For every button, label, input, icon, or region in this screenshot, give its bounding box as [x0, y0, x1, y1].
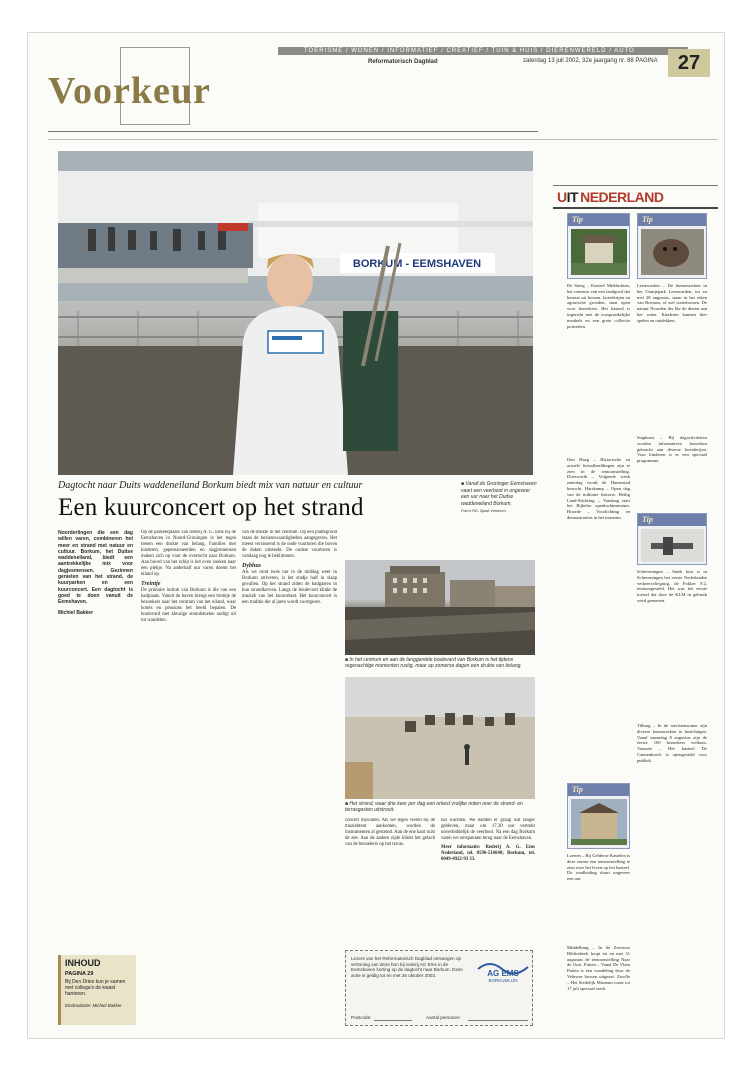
editor-credit: Eindredactie: Michiel Bakker: [65, 1003, 122, 1008]
photo-credit: Foto's RD, Sjaak Verboom: [461, 509, 506, 513]
main-photo-ferry: [58, 151, 533, 475]
intertitle: Treintje: [141, 581, 161, 587]
persons-field[interactable]: [468, 1020, 528, 1021]
section-title: Voorkeur: [48, 70, 211, 112]
body-column-1: [141, 530, 236, 948]
paper-name: Reformatorisch Dagblad: [368, 59, 438, 65]
body-text: De primaire indruk van Borkum is die van een badplaats. Vanuit de haven brengt een treintje de bezoekers naar het centrum van het eiland, waar hotels en pensions het beeld bepalen. De boulevard met kleurige strandstoelen nodigt uit tot wandelen.: [141, 588, 236, 623]
divider: [553, 207, 718, 209]
persons-label: Aantal personen:: [426, 1015, 461, 1020]
tip-text-leeuwarden: Leeuwarden – De themawerken in het Oranjepark Leeuwarden, tot en met 28 augustus, staan in het teken van Boerum, of wel waterbossen. De natuur Noorden der Ike de dieren aan het water. Kinderen kunnen hier spelen en ontdekken.: [637, 283, 707, 323]
date-line: zaterdag 13 juli 2002, 32e jaargang nr. 88 PAGINA: [523, 58, 658, 64]
manor-image: [571, 799, 627, 845]
contents-box: [58, 955, 136, 1025]
sidebar-title: UIT NEDERLAND: [557, 189, 664, 205]
divider: [48, 139, 718, 140]
postcode-field[interactable]: [374, 1020, 412, 1021]
postcode-label: Postcode:: [351, 1015, 372, 1020]
divider: [553, 185, 718, 186]
body-text: concert bijwonen. Als we tegen vieren bij de muziektent aankomen, worden de instrumenten al gestemd. Aan de ene kant ruist de zee. Aan de andere zijde klinkt het gelach van de bezoekers op het terras.: [345, 818, 435, 847]
divider: [48, 131, 538, 132]
photo-boulevard-caption: ■ In het centrum en aan de langgerekte boulevard van Borkum is het tijdens regenachtige momenten rustig, maar op zomerse dagen een drukte van belang.: [345, 657, 522, 669]
body-column-3: [345, 818, 435, 946]
tip-text-scheveningen: Scheveningen – Sinds kort is in Scheveningen het eerste Nederlandse verkeersvliegtuig, de Fokker F.2, tentoongesteld. Het was het eerste toestel dat door de KLM in gebruik werd genomen.: [637, 569, 707, 603]
page-number: 27: [668, 49, 710, 77]
body-text: Als we rond twee uur in de middag weer in Borkum arriveren, is het stadje half in slaap gevallen. Op het strand zitten de badgasten in hun strandkorven. Langs de boulevard klinkt de muziek van het kuurorkest. Het kuurconcert is een traditie die al jaren wordt voortgezet.: [242, 570, 337, 605]
byline: Michiel Bakker: [58, 609, 94, 616]
photo-boulevard: [345, 560, 535, 655]
svg-text:BORKUMLIJN: BORKUMLIJN: [488, 978, 518, 983]
tip-text-de-steeg: De Steeg – Kasteel Middachten, het centrum van een landgoed dat bestaat uit bossen, boerderijen en agrarische gronden, staat open voor bezoekers. Het kasteel is ingericht met de oorspronkelijke meubels en een grote collectie portretten.: [567, 283, 630, 329]
coupon-text: Lezers van het Reformatorisch Dagblad ontvangen op vertoning van deze bon bij rederij AG Ems in de Eemshaven korting op de dagtocht naar Borkum. Deze actie is geldig tot en met 26 oktober 2002.: [351, 956, 463, 978]
main-photo-caption: ■ Vanaf de Groninger Eemshaven vaart een veerboot in ongeveer een uur naar het Duitse waddeneiland Borkum. Foto's RD, Sjaak Verboom: [461, 481, 539, 515]
body-text: Op de parkeerplaats van rederij A. G. Ems bij de Eemshaven in Noord-Groningen is het tegen tienen een drukte van belang. Families met kinderen, gepensioneerden en dagjesmensen maken zich op voor de overtocht naar Borkum. Aan boord van het schip is het even zoeken naar een plekje. Na anderhalf uur varen doemt het eiland op.: [141, 530, 236, 577]
tip-box-de-steeg: [567, 213, 630, 279]
info-line: Meer informatie: Rederij A. G. Ems Nederland, tel. 0596-516048; Borkum, tel. 0049-4922-93 33.: [441, 845, 535, 862]
tip-label: Tip: [642, 215, 653, 224]
photo-beach: [345, 677, 535, 799]
newspaper-page: [28, 33, 724, 1038]
discount-coupon: [345, 950, 533, 1026]
uit-nederland-sidebar: [553, 151, 718, 1031]
body-column-2: [242, 530, 337, 948]
contents-page: PAGINA 29: [65, 971, 94, 977]
body-text: hal wachten. We hadden er graag wat langer gebleven, maar om 17.30 uur vertrekt onverbiddelijk de veerboot. Na een dag Borkum varen we ontspannen terug naar de Eemshaven.: [441, 818, 535, 841]
intertitle: Dybhus: [242, 563, 262, 569]
lead-text: Noorderlingen die een dag willen varen, combineren het meer en strand met natuur en cultuur. Borkum, het Duitse waddeneiland, biedt een aantrekkelijke mix voor dagjesmensen. Gezinnen genieten van het strand, de kuurparken en een kuurconcert. Een dagtocht is goed te doen vanuit de Eemshaven.: [58, 530, 133, 606]
tip-label: Tip: [572, 215, 583, 224]
sidebar-column-c: Tilburg – In de toeristenzomer zijn diverse kunstwerken te bezichtigen. Vanaf maandag 8 augustus zijn de eerste 100 bezoekers welkom. Vaassen – Het kasteel De Cannenburch is opengesteld voor publiek.: [637, 723, 707, 763]
lead-column: [58, 530, 133, 760]
tip-label: Tip: [572, 785, 583, 794]
sidebar-column-a: Den Haag – Historische en actuele fietsafbeeldingen zijn te zien in de tentoonstelling. Doesworth – Volgende week zaterdag wordt de Hanzestad bezocht. Harskamp – Open dag van de militaire historie. Heilig Land-Stichting – Vandaag start het Bijbelse openluchtmuseum. Hoorde – Voorlichting en demonstraties in het museum.: [567, 457, 630, 520]
photo-beach-caption: ■ Het strand, waar drie keer per dag een orkest vrolijke noten over de strand- en terrasgasten uitstrooit.: [345, 801, 523, 813]
tip-text-loenen: Loenen – Bij Gelderse Kastelen is deze zomer een tentoonstelling te zien over het leven op het kasteel. De rondleiding duurt ongeveer een uur.: [567, 853, 630, 882]
body-text: van de drukte in het centrum. Op een plattegrond staan de bezienswaardigheden aangegeven. Het meest verrassend is de oude vuurtoren die boven de daken uitsteekt. De oudste vuurtoren is vandaag nog te beklimmen.: [242, 530, 337, 559]
tip-box-scheveningen: [637, 513, 707, 565]
contents-title: INHOUD: [65, 958, 101, 968]
svg-text:AG EMS: AG EMS: [487, 969, 519, 978]
tip-box-leeuwarden: [637, 213, 707, 279]
tip-box-loenen: [567, 783, 630, 849]
castle-image: [571, 229, 627, 275]
article-subheadline: Dagtocht naar Duits waddeneiland Borkum biedt mix van natuur en cultuur: [58, 480, 363, 491]
article-headline: Een kuurconcert op het strand: [58, 494, 364, 521]
airplane-image: [641, 529, 704, 562]
sidebar-column-d: Middelburg – In de Zeeuwse Bibliotheek loopt tot en met 31 augustus de tentoonstelling Naar de Oost. Putten – Vanaf De Vlam Putten is een wandeling door de Veluwse bossen uitgezet. Zwolle – Het Stedelijk Museum toont tot 17 juli speciaal werk.: [567, 945, 630, 991]
body-column-4: [441, 818, 535, 946]
contents-description: Bij Den Dries kun je samen met collega's de kwast hanteren.: [65, 979, 126, 997]
ship-sign: BORKUM - EEMSHAVEN: [352, 258, 482, 270]
otter-image: [641, 229, 704, 275]
ag-ems-logo: [476, 957, 530, 983]
tip-label: Tip: [642, 515, 653, 524]
topic-band: TOERISME / WONEN / INFORMATIEF / CREATIEF / TUIN & HUIS / DIERENWERELD / AUTO: [278, 47, 688, 55]
sidebar-column-b: Stapborst – Bij dagactiviteiten worden informatieve bezoeken gebracht aan diverse boerderijen. Voor kinderen is er een speciaal programma.: [637, 435, 707, 464]
